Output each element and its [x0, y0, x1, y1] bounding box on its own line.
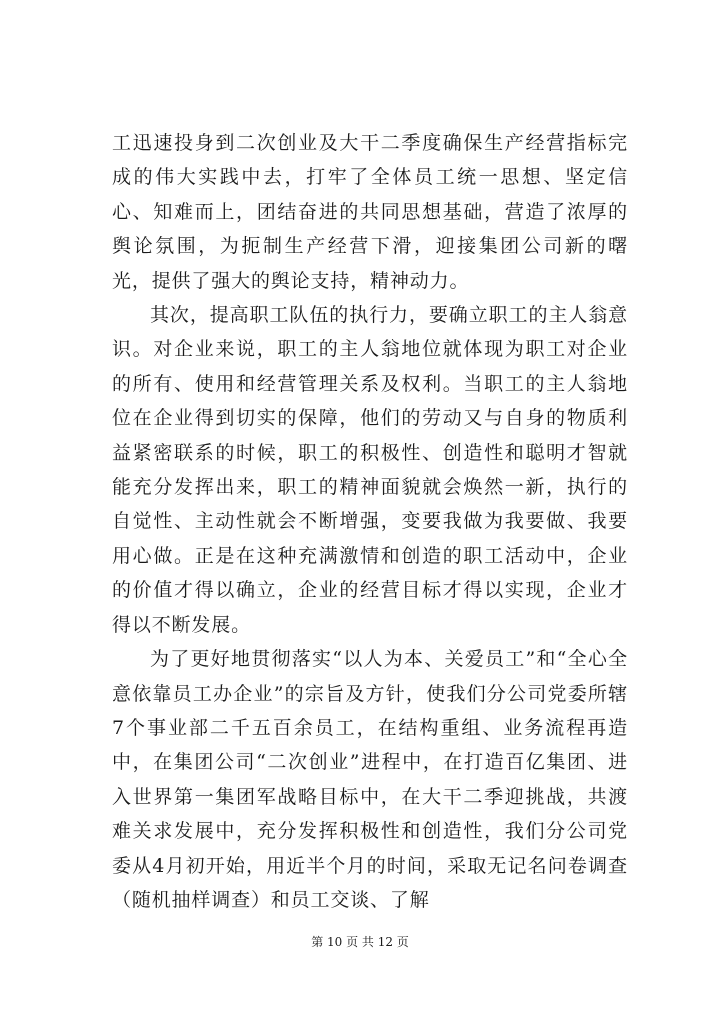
- page-number-footer: 第 10 页 共 12 页: [311, 935, 409, 949]
- paragraph-survey-purpose: 为了更好地贯彻落实“以人为本、关爱员工”和“全心全意依靠员工办企业”的宗旨及方针，使我们分公司党委所辖7个事业部二千五百余员工，在结构重组、业务流程再造中，在集团公司“二次创业”进程中，在打造百亿集团、进入世界第一集团军战略目标中，在大干二季迎挑战，共渡难关求发展中，充分发挥积极性和创造性，我们分公司党委从4月初开始，用近半个月的时间，采取无记名问卷调查（随机抽样调查）和员工交谈、了解: [112, 648, 628, 911]
- paragraph-ownership-awareness: 其次，提高职工队伍的执行力，要确立职工的主人翁意识。对企业来说，职工的主人翁地位就体现为职工对企业的所有、使用和经营管理关系及权利。当职工的主人翁地位在企业得到切实的保障，他们的劳动又与自身的物质利益紧密联系的时候，职工的积极性、创造性和聪明才智就能充分发挥出来，职工的精神面貌就会焕然一新，执行的自觉性、主动性就会不断增强，变要我做为我要做、我要用心做。正是在这种充满激情和创造的职工活动中，企业的价值才得以确立，企业的经营目标才得以实现，企业才得以不断发展。: [112, 304, 628, 636]
- paragraph-continuation: 工迅速投身到二次创业及大干二季度确保生产经营指标完成的伟大实践中去，打牢了全体员工统一思想、坚定信心、知难而上，团结奋进的共同思想基础，营造了浓厚的舆论氛围，为扼制生产经营下滑，迎接集团公司新的曙光，提供了强大的舆论支持，精神动力。: [112, 132, 628, 292]
- body-text: [112, 126, 628, 917]
